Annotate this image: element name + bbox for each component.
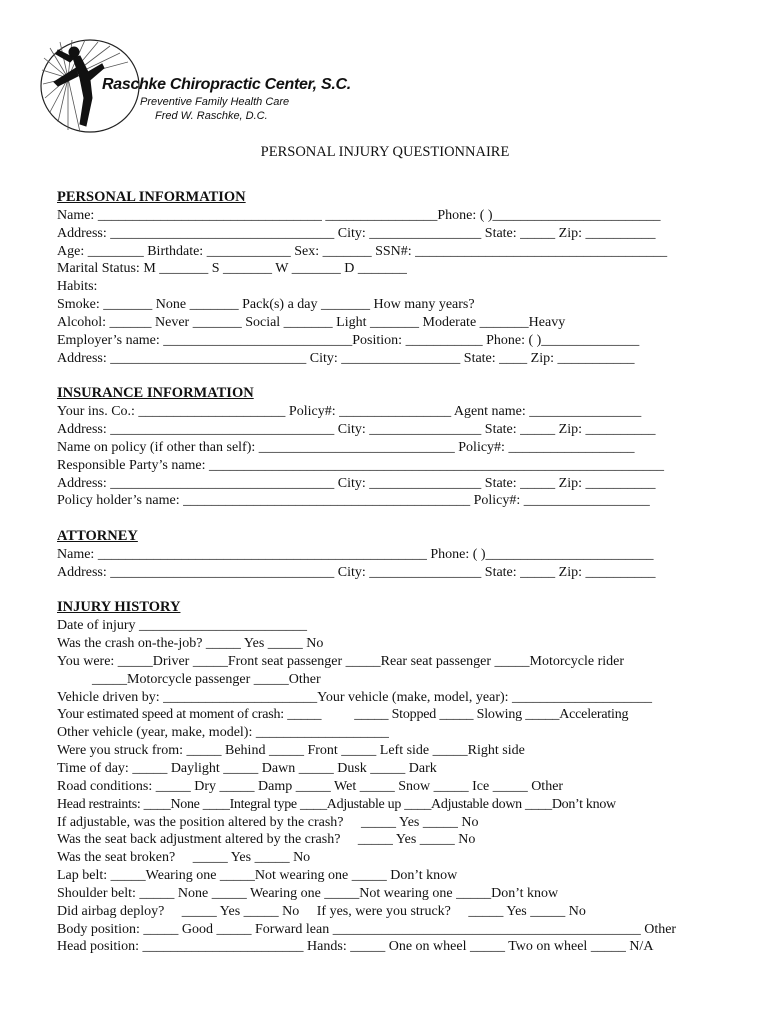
form-line-date-of-injury[interactable]: Date of injury ________________________ xyxy=(57,618,308,634)
form-line-other-vehicle[interactable]: Other vehicle (year, make, model): ___________________ xyxy=(57,725,389,741)
questionnaire-form xyxy=(57,189,717,956)
form-line-insurance-address[interactable]: Address: ________________________________ City: ________________ State: _____ Zip: __________ xyxy=(57,421,656,437)
form-line-head-restraints[interactable]: Head restraints: ____None ____Integral type ____Adjustable up ____Adjustable down ____Don’t know xyxy=(57,796,616,812)
section-heading-personal: PERSONAL INFORMATION xyxy=(57,189,246,205)
form-line-address[interactable]: Address: ________________________________ City: ________________ State: _____ Zip: __________ xyxy=(57,225,656,241)
form-line-time-of-day[interactable]: Time of day: _____ Daylight _____ Dawn _____ Dusk _____ Dark xyxy=(57,761,437,776)
doctor-name: Fred W. Raschke, D.C. xyxy=(155,110,268,122)
section-gap xyxy=(57,582,717,600)
form-line-seat-back-altered[interactable]: Was the seat back adjustment altered by the crash? _____ Yes _____ No xyxy=(57,832,476,848)
form-line-estimated-speed[interactable]: Your estimated speed at moment of crash: _____ _____ Stopped _____ Slowing _____Accelerating xyxy=(57,707,629,723)
section-heading-injury: INJURY HISTORY xyxy=(57,599,181,616)
form-line-alcohol[interactable]: Alcohol: ______ Never _______ Social _______ Light _______ Moderate _______Heavy xyxy=(57,314,566,330)
form-line-marital-status[interactable]: Marital Status: M _______ S _______ W _______ D _______ xyxy=(57,261,407,277)
section-gap xyxy=(57,510,717,528)
letterhead xyxy=(40,38,540,148)
form-line-age[interactable]: Age: ________ Birthdate: ____________ Sex: _______ SSN#: ____________________________________ xyxy=(57,243,668,259)
form-line-seat-broken[interactable]: Was the seat broken? _____ Yes _____ No xyxy=(57,850,311,866)
form-line-you-were-cont[interactable]: _____Motorcycle passenger _____Other xyxy=(57,671,321,687)
form-line-policy-holder[interactable]: Policy holder’s name: _________________________________________ Policy#: __________________ xyxy=(57,493,650,509)
form-line-struck-from[interactable]: Were you struck from: _____ Behind _____ Front _____ Left side _____Right side xyxy=(57,743,525,759)
page-title: PERSONAL INJURY QUESTIONNAIRE xyxy=(260,144,510,160)
form-line-shoulder-belt[interactable]: Shoulder belt: _____ None _____ Wearing one _____Not wearing one _____Don’t know xyxy=(57,885,559,901)
form-line-you-were[interactable]: You were: _____Driver _____Front seat passenger _____Rear seat passenger _____Motorcycle rider xyxy=(57,653,624,669)
form-line-responsible-address[interactable]: Address: ________________________________ City: ________________ State: _____ Zip: __________ xyxy=(57,475,656,491)
form-line-insurance-company[interactable]: Your ins. Co.: _____________________ Policy#: ________________ Agent name: ________________ xyxy=(57,404,642,420)
form-line-lap-belt[interactable]: Lap belt: _____Wearing one _____Not wearing one _____ Don’t know xyxy=(57,868,458,884)
form-line-position-altered[interactable]: If adjustable, was the position altered by the crash? _____ Yes _____ No xyxy=(57,814,479,830)
clinic-tagline: Preventive Family Health Care xyxy=(140,96,290,108)
form-line-employer-address[interactable]: Address: ____________________________ City: _________________ State: ____ Zip: ___________ xyxy=(57,350,635,366)
clinic-name: Raschke Chiropractic Center, S.C. xyxy=(102,76,351,93)
form-line-body-position[interactable]: Body position: _____ Good _____ Forward lean ____________________________________________ Other xyxy=(57,921,677,937)
form-line-name[interactable]: Name: ________________________________ ________________Phone: ( )________________________ xyxy=(57,207,661,223)
section-gap xyxy=(57,367,717,385)
form-line-responsible-party[interactable]: Responsible Party’s name: _________________________________________________________________ xyxy=(57,457,665,473)
form-line-vehicle-driven[interactable]: Vehicle driven by: ______________________Your vehicle (make, model, year): ____________________ xyxy=(57,689,653,705)
form-line-airbag[interactable]: Did airbag deploy? _____ Yes _____ No If yes, were you struck? _____ Yes _____ No xyxy=(57,903,586,919)
form-line-road-conditions[interactable]: Road conditions: _____ Dry _____ Damp _____ Wet _____ Snow _____ Ice _____ Other xyxy=(57,778,564,794)
form-line-attorney-name[interactable]: Name: _______________________________________________ Phone: ( )________________________ xyxy=(57,546,654,562)
section-heading-insurance: INSURANCE INFORMATION xyxy=(57,385,254,402)
form-line-employer[interactable]: Employer’s name: ___________________________Position: ___________ Phone: ( )______________ xyxy=(57,332,640,348)
form-line-attorney-address[interactable]: Address: ________________________________ City: ________________ State: _____ Zip: __________ xyxy=(57,564,656,580)
form-line-head-position[interactable]: Head position: _______________________ Hands: _____ One on wheel _____ Two on wheel _____ N/A xyxy=(57,939,654,955)
form-line-on-the-job[interactable]: Was the crash on-the-job? _____ Yes _____ No xyxy=(57,636,324,652)
form-line-habits: Habits: xyxy=(57,279,98,295)
form-line-smoke[interactable]: Smoke: _______ None _______ Pack(s) a day _______ How many years? xyxy=(57,297,475,313)
form-line-policy-name[interactable]: Name on policy (if other than self): ____________________________ Policy#: __________________ xyxy=(57,439,635,455)
section-heading-attorney: ATTORNEY xyxy=(57,528,138,545)
